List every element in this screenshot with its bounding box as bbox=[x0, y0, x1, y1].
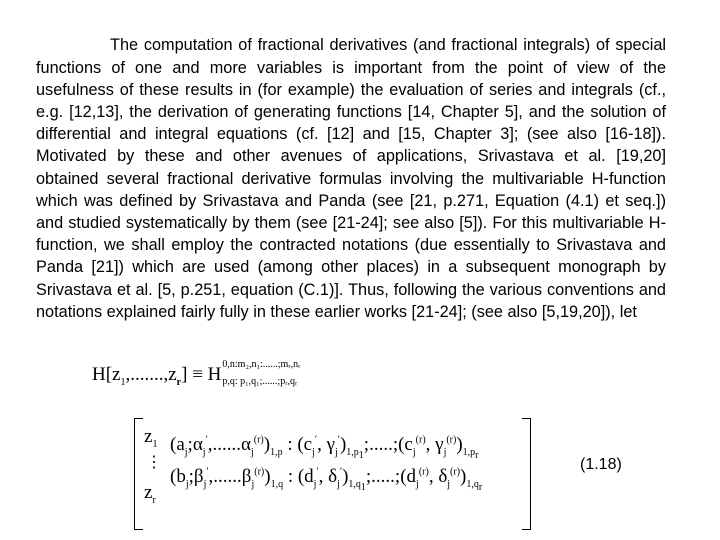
matrix-z1: $z_1$ bbox=[144, 426, 158, 450]
matrix-right-bracket bbox=[522, 418, 531, 530]
h-subscript: p,q: p₁,q₁;......;pᵣ,qᵣ bbox=[222, 376, 298, 387]
lhs-sub-1: 1 bbox=[120, 376, 126, 388]
matrix-vdots: ⋮ bbox=[146, 454, 162, 471]
parameter-row-bottom: $(b_j;\beta_j',......\beta_j^{(r)})_{1,q}$ : ($d_j'$, $\delta_j')_{1,q_1};.....;(d_j^{(r)}$, $\delta_j^{(r)})_{1,q_r}$ bbox=[170, 466, 483, 493]
equation-number: (1.18) bbox=[580, 456, 622, 473]
matrix-left-bracket bbox=[134, 418, 143, 530]
body-paragraph: The computation of fractional derivatives (and fractional integrals) of special functions of one and more variables is important from the point of view of the usefulness of these results in (for example) the evaluation of series and integrals (cf., e.g. [12,13], the derivation of generating functions [14, Chapter 5], and the solution of differential and integral equations (cf. [12] and [15, Chapter 3]; (see also [16-18]). Motivated by these and other avenues of applications, Srivastava et al. [19,20] obtained several fractional derivative formulas involving the multivariable H-function which was defined by Srivastava and Panda (see [21, p.271, Equation (4.1) et seq.]) and studied systematically by them (see [21-24]; see also [5]). For this multivariable H-function, we shall employ the contracted notations (due essentially to Srivastava and Panda [21]) which are used (among other places) in a subsequent monograph by Srivastava et al. [5, p.251, equation (C.1)]. Thus, following the various conventions and notations explained fairly fully in these earlier works [21-24]; (see also [5,19,20]), let bbox=[36, 36, 666, 321]
lhs-H: H[z bbox=[92, 364, 121, 385]
matrix-zr: $z_r$ bbox=[144, 482, 156, 506]
parameter-row-top: $(a_j;\alpha_j',......\alpha_j^{(r)})_{1,p}$ : ($c_j'$, $\gamma_j')_{1,p_1};.....;(c_j^{(r)}$, $\gamma_j^{(r)})_{1,p_r}$ bbox=[170, 434, 479, 461]
equiv-H: ≡ H bbox=[192, 364, 222, 385]
lhs-close: ] bbox=[181, 364, 188, 385]
lhs-dots: ,.......,z bbox=[125, 364, 177, 385]
h-function-definition bbox=[92, 359, 301, 388]
h-superscript: 0,n:m₂,n₁:......;mᵣ,nᵣ bbox=[222, 359, 301, 370]
lhs-sub-r: r bbox=[176, 376, 182, 388]
